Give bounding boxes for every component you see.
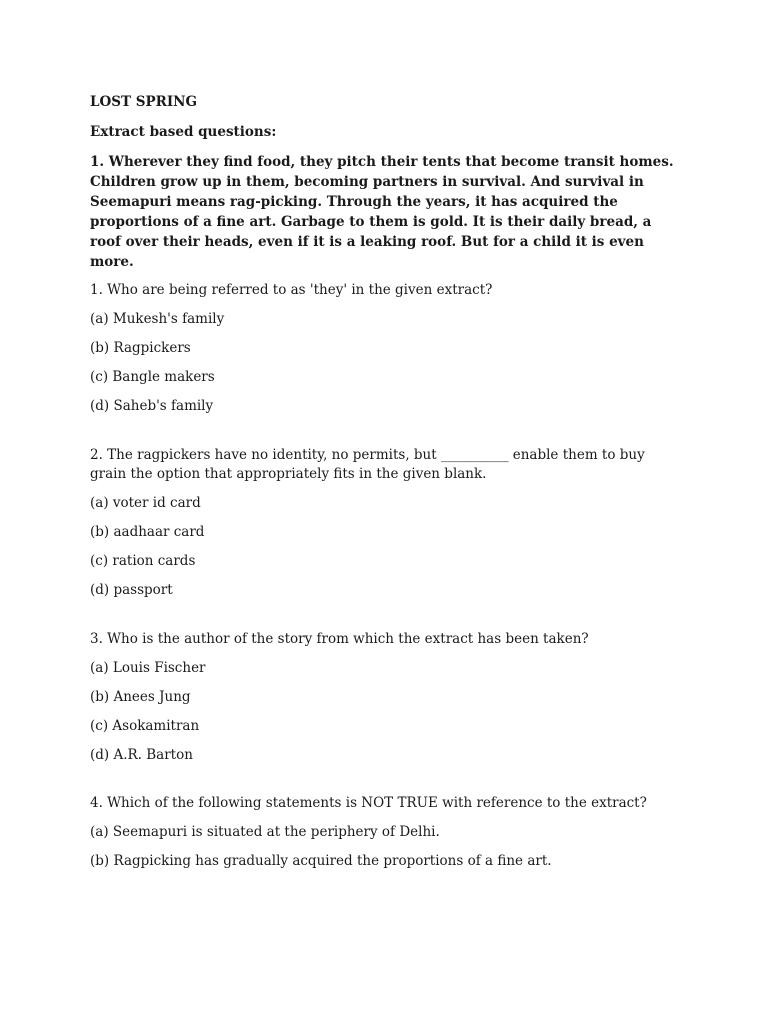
option-b: (b) Anees Jung	[90, 688, 191, 705]
option-c: (c) Bangle makers	[90, 369, 215, 385]
option-d: (d) A.R. Barton	[90, 746, 193, 763]
option-a: (a) Mukesh's family	[90, 311, 225, 327]
question-text: 3. Who is the author of the story from which the extract has been taken?	[90, 630, 589, 647]
option-a: (a) voter id card	[90, 495, 201, 511]
option-c: (c) Asokamitran	[90, 717, 200, 734]
question-block	[90, 446, 680, 601]
option-d: (d) passport	[90, 582, 173, 598]
option-c: (c) ration cards	[90, 553, 196, 569]
question-text: 2. The ragpickers have no identity, no permits, but __________ enable them to buy grain the option that appropriately fits in the given blank.	[90, 446, 645, 482]
option-b: (b) Ragpicking has gradually acquired the proportions of a fine art.	[90, 853, 552, 869]
question-text: 1. Who are being referred to as 'they' in the given extract?	[90, 282, 493, 298]
question-block	[90, 281, 680, 417]
section-subtitle: Extract based questions:	[90, 124, 277, 140]
option-b: (b) aadhaar card	[90, 524, 205, 540]
option-a: (a) Seemapuri is situated at the periphery of Delhi.	[90, 824, 440, 840]
question-text: 4. Which of the following statements is NOT TRUE with reference to the extract?	[90, 795, 647, 811]
spacer	[90, 775, 680, 795]
document-page	[90, 93, 680, 881]
document-title: LOST SPRING	[90, 94, 198, 110]
question-block	[90, 630, 680, 766]
option-a: (a) Louis Fischer	[90, 659, 206, 676]
extract-passage: 1. Wherever they find food, they pitch their tents that become transit homes. Children grow up in them, becoming partners in survival. And survival in Seemapuri means rag-picking. Through the years, it has acquired the proportions of a fine art. Garbage to them is gold. It is their daily bread, a roof over their heads, even if it is a leaking roof. But for a child it is even more.	[90, 154, 674, 270]
option-b: (b) Ragpickers	[90, 340, 191, 356]
spacer	[90, 610, 680, 630]
question-block	[90, 794, 680, 872]
option-d: (d) Saheb's family	[90, 398, 214, 414]
spacer	[90, 426, 680, 446]
